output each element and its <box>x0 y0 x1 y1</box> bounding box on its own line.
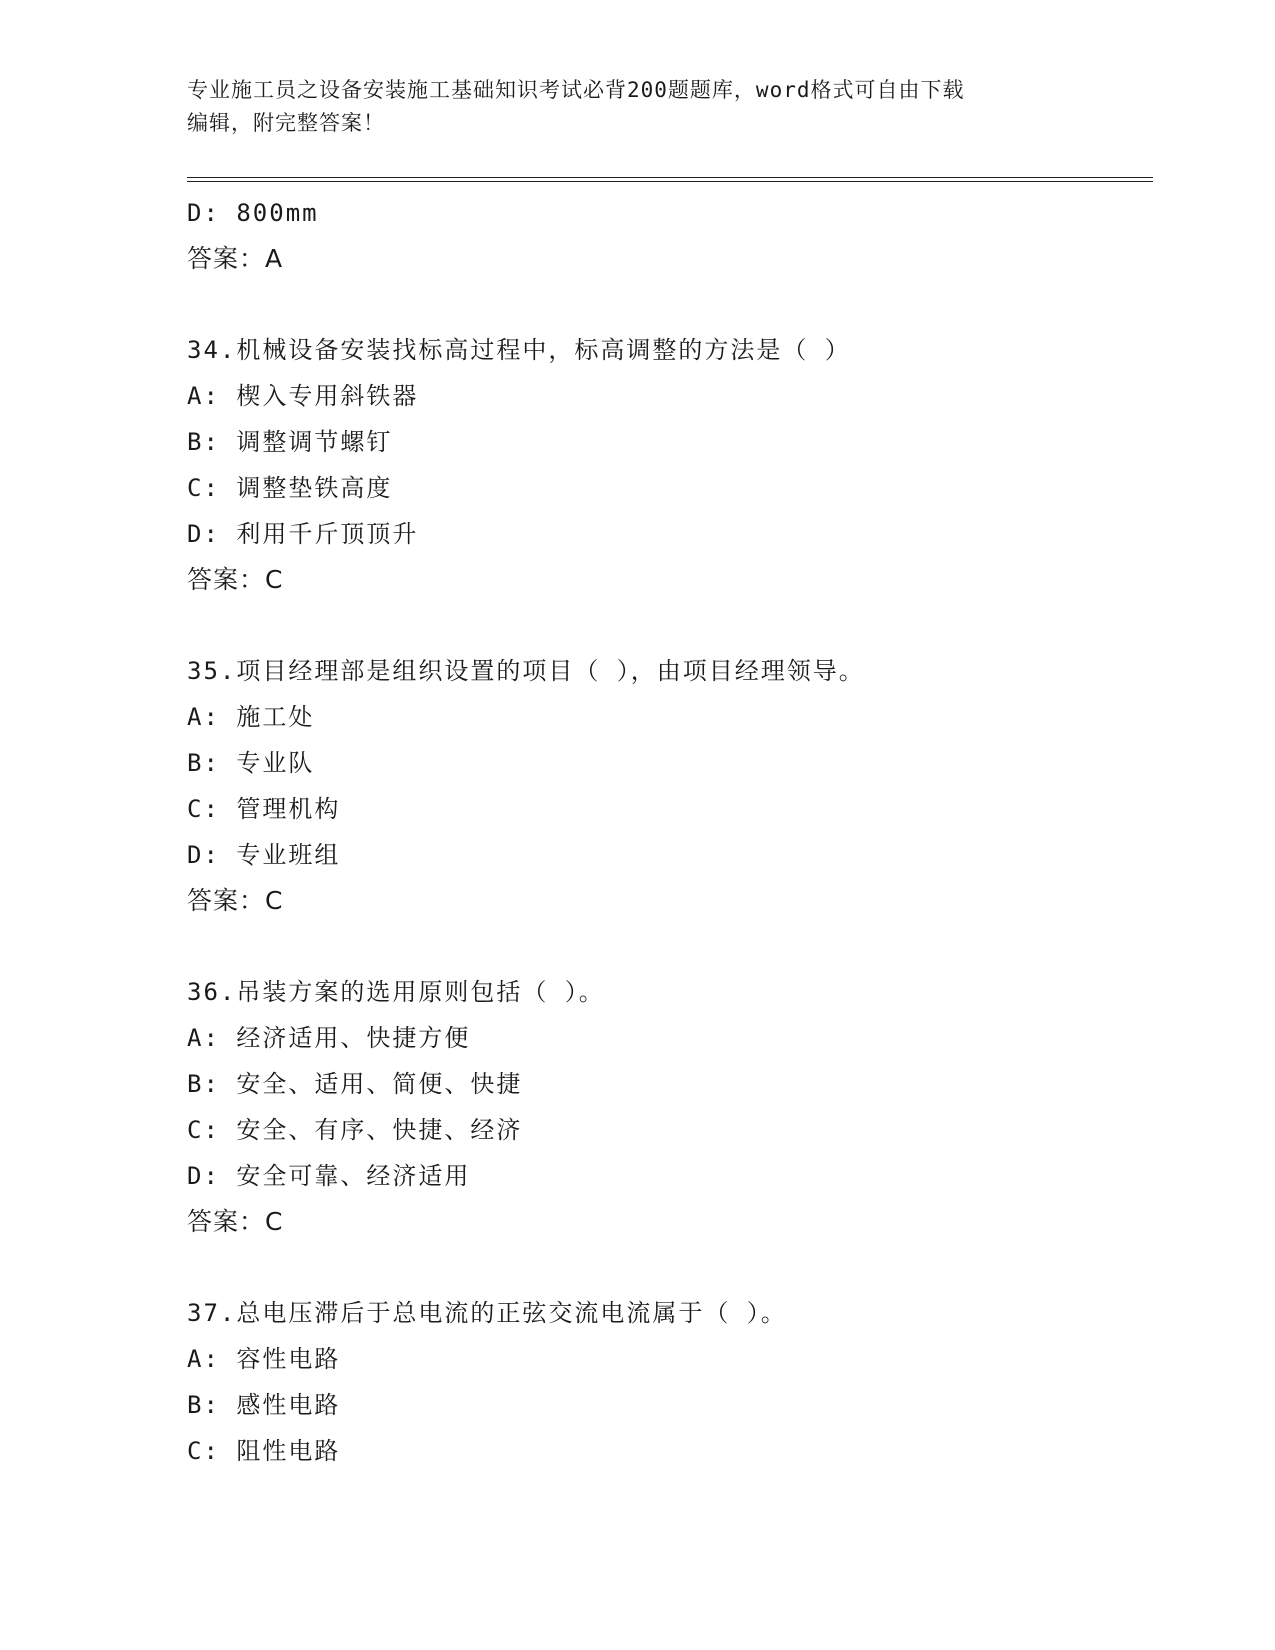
option-d: D: 专业班组 <box>187 841 341 869</box>
option-b: B: 调整调节螺钉 <box>187 428 393 456</box>
spacer <box>187 1245 1147 1290</box>
option-c: C: 阻性电路 <box>187 1437 341 1465</box>
option-c: C: 管理机构 <box>187 795 341 823</box>
spacer <box>187 603 1147 648</box>
prev-question-option-d: D: 800mm <box>187 199 319 227</box>
option-a: A: 楔入专用斜铁器 <box>187 382 419 410</box>
header-double-rule <box>187 177 1153 182</box>
spacer <box>187 924 1147 969</box>
question-item-35 <box>187 648 1147 924</box>
option-b: B: 感性电路 <box>187 1391 341 1419</box>
document-header <box>187 74 1067 140</box>
option-c: C: 安全、有序、快捷、经济 <box>187 1116 523 1144</box>
document-title-line-1: 专业施工员之设备安装施工基础知识考试必背200题题库，word格式可自由下载 <box>187 78 965 102</box>
prev-question-answer: 答案：A <box>187 244 284 273</box>
question-stem: 34.机械设备安装找标高过程中，标高调整的方法是（ ） <box>187 336 851 364</box>
document-title-line-2: 编辑，附完整答案！ <box>187 111 385 135</box>
question-stem: 36.吊装方案的选用原则包括（ ）。 <box>187 978 605 1006</box>
answer-line: 答案：C <box>187 565 284 594</box>
option-a: A: 容性电路 <box>187 1345 341 1373</box>
spacer <box>187 282 1147 327</box>
option-b: B: 安全、适用、简便、快捷 <box>187 1070 523 1098</box>
answer-line: 答案：C <box>187 886 284 915</box>
option-b: B: 专业队 <box>187 749 315 777</box>
question-item-36 <box>187 969 1147 1245</box>
question-item-37 <box>187 1290 1147 1474</box>
option-d: D: 安全可靠、经济适用 <box>187 1162 471 1190</box>
option-a: A: 经济适用、快捷方便 <box>187 1024 471 1052</box>
question-list <box>187 190 1147 1474</box>
option-d: D: 利用千斤顶顶升 <box>187 520 419 548</box>
question-item-34 <box>187 327 1147 603</box>
question-stem: 35.项目经理部是组织设置的项目（ ），由项目经理领导。 <box>187 657 865 685</box>
option-a: A: 施工处 <box>187 703 315 731</box>
option-c: C: 调整垫铁高度 <box>187 474 393 502</box>
question-stem: 37.总电压滞后于总电流的正弦交流电流属于（ ）。 <box>187 1299 787 1327</box>
answer-line: 答案：C <box>187 1207 284 1236</box>
